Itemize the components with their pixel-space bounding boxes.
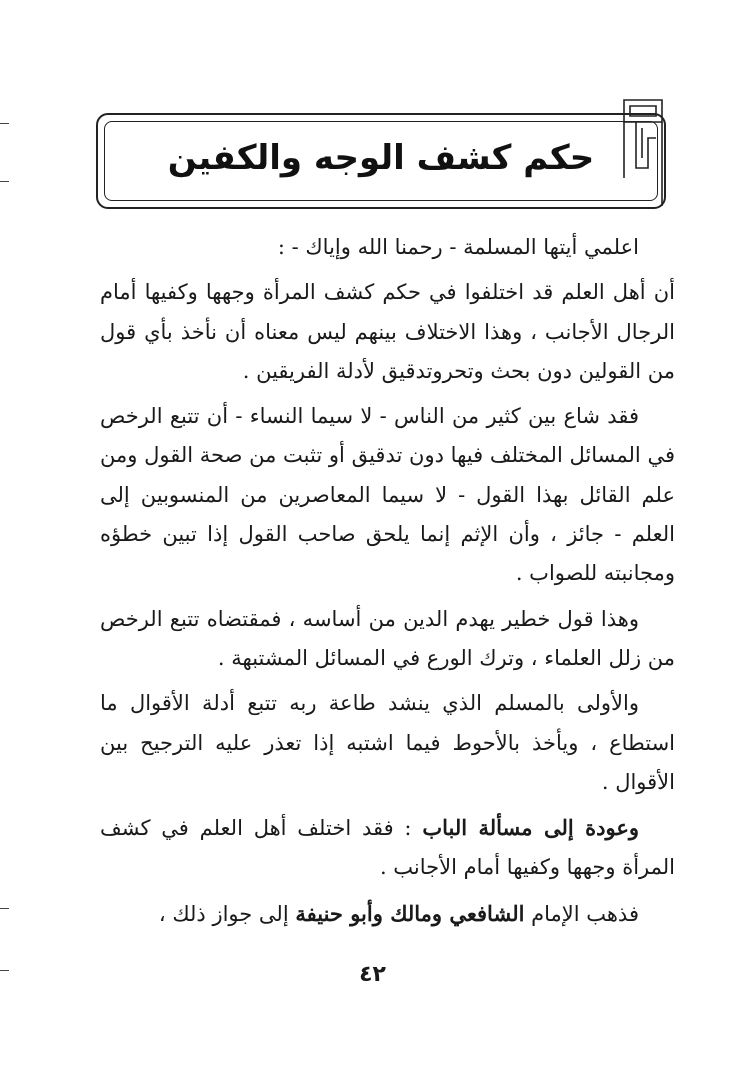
paragraph-scholars-differ: أن أهل العلم قد اختلفوا في حكم كشف المرأة وجهها وكفيها أمام الرجال الأجانب ، وهذا الاختلاف بينهم ليس معناه أن نأخذ بأي قول من القولين دون بحث وتحروتدقيق لأدلة الفريقين . [100,280,675,383]
bold-heading-phrase: وعودة إلى مسألة الباب [422,815,639,841]
paragraph-dangerous-view: وهذا قول خطير يهدم الدين من أساسه ، فمقتضاه تتبع الرخص من زلل العلماء ، وترك الورع في المسائل المشتبهة . [100,606,675,670]
paragraph-back-to-topic [100,808,675,888]
page-edge-mark [0,908,9,909]
page-edge-mark [0,181,9,182]
body-text [100,228,675,934]
page-number: ٤٢ [359,962,386,987]
paragraph-imams-view [100,894,675,934]
paragraph-intro: اعلمي أيتها المسلمة - رحمنا الله وإياك - : [277,235,639,259]
bold-imam-names: الشافعي ومالك وأبو حنيفة [295,900,525,926]
paragraph-text: : فقد اختلف أهل العلم في كشف المرأة وجهها وكفيها أمام الأجانب . [100,816,675,880]
paragraph-seeking-concessions: فقد شاع بين كثير من الناس - لا سيما النساء - أن تتبع الرخص في المسائل المختلف فيها دون تدقيق أو تثبت من صحة القول ومن علم القائل بهذا القول - لا سيما المعاصرين من المنسوبين إلى العلم - جائز ، وأن الإثم إنما يلحق صاحب القول إذا تبين خطؤه ومجانبته للصواب . [100,404,675,586]
page-edge-mark [0,123,9,124]
paragraph-best-practice: والأولى بالمسلم الذي ينشد طاعة ربه تتبع أدلة الأقوال ما استطاع ، ويأخذ بالأحوط فيما اشتبه إذا تعذر عليه الترجيح بين الأقوال . [100,691,675,794]
paragraph-text: إلى جواز ذلك ، [158,901,296,926]
chapter-title: حكم كشف الوجه والكفين [167,138,595,178]
paragraph-text: فذهب الإمام [524,901,639,926]
